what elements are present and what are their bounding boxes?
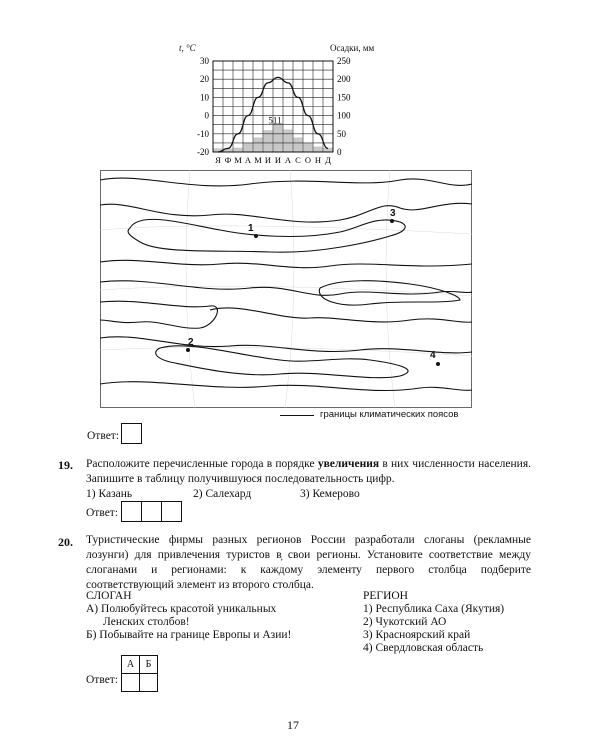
map-legend [280,409,480,421]
climatogram-plot [175,43,385,171]
q19-number: 19. [58,458,73,472]
precipitation-tick-label: 250 [337,56,351,66]
q19-option-1: 1) Казань [86,488,133,500]
precipitation-bar [274,123,283,152]
q19-option-2: 2) Салехард [193,488,252,500]
answer-20-table [121,655,158,692]
precipitation-bar [304,143,313,152]
q20-column2-header: РЕГИОН [363,590,408,602]
precipitation-tick-label: 200 [337,74,351,85]
month-tick-label: Д [325,155,331,165]
q20-region-3: 3) Красноярский край [363,629,471,641]
answer-20-cell-a[interactable] [122,674,140,692]
answer-20-cell-b[interactable] [140,674,158,692]
map-point-4-label: 4 [430,350,436,361]
q19-text-before: Расположите перечисленные города в порядке [86,458,318,470]
month-tick-label: Я [215,155,221,165]
precipitation-tick-label: 50 [337,128,346,139]
month-tick-label: А [284,155,292,165]
map-point-3-label: 3 [390,208,396,219]
answer-20-header-a: А [122,656,140,674]
temperature-axis-label: t, °C [179,43,196,53]
answer-19-cell[interactable] [162,501,182,522]
legend-label: границы климатических поясов [320,409,459,420]
map-outline [100,170,472,408]
answer-20-header-b: Б [140,656,158,674]
temperature-tick-label: 20 [200,74,209,85]
q20-number: 20. [58,535,73,549]
month-tick-label: Н [314,155,322,165]
temperature-tick-label: -20 [197,147,209,157]
answer-19-cell[interactable] [121,501,142,522]
answer-19-cell[interactable] [142,501,162,522]
q20-column1-header: СЛОГАН [86,590,132,602]
q20-region-2: 2) Чукотский АО [363,616,447,628]
answer-19-label: Ответ: [86,507,119,519]
temperature-tick-label: 0 [204,110,209,121]
precipitation-bar [264,130,273,152]
q20-text: Туристические фирмы разных регионов России разработали слоганы (рекламные лозунги) для привлечения туристов в̦ свои регионы. Установите соответствие между слоганами и регионами: к каждому элементу первого столбца подберите соответствующий элемент из второго столбца. [86,534,531,591]
legend-line-icon [280,415,314,416]
q20-region-4: 4) Свердловская область [363,642,484,654]
precipitation-tick-label: 0 [337,147,342,157]
q20-slogan-a-line1: А) Полюбуйтесь красотой уникальных [86,603,277,615]
q19-text-bold: увеличения [317,458,380,470]
q19-text-after: в них численности населения. Запишите в таблицу получившуюся последовательность цифр. [86,458,531,485]
month-tick-label: М [254,155,262,165]
precipitation-bar [314,147,323,152]
month-tick-label: А [244,155,252,165]
temperature-tick-label: 30 [200,56,209,66]
precipitation-bar [244,143,253,152]
q20-slogan-b: Б) Побывайте на границе Европы и Азии! [86,629,292,641]
month-tick-label: С [295,155,301,165]
precipitation-tick-label: 150 [337,92,351,103]
q20-slogan-a-line2: Ленских столбов! [103,616,190,628]
answer-20-label: Ответ: [86,674,119,686]
answer-18-label: Ответ: [87,430,120,442]
precipitation-axis-label: Осадки, мм [330,43,375,53]
precipitation-tick-label: 100 [337,110,351,121]
map-point-1-label: 1 [248,223,254,234]
month-tick-label: И [264,155,272,165]
q19-option-3: 3) Кемерово [300,488,360,500]
month-tick-label: М [234,155,242,165]
q19-text [86,457,531,487]
temperature-tick-label: -10 [197,128,209,139]
climate-map [100,170,472,408]
precipitation-bar [234,148,243,152]
precipitation-bar [254,137,263,152]
climate-chart [175,43,375,171]
month-tick-label: Ф [224,155,232,165]
answer-18-cell[interactable] [121,423,142,444]
month-tick-label: О [304,155,312,165]
page-number: 17 [287,718,299,732]
precipitation-bar [284,129,293,152]
q20-region-1: 1) Республика Саха (Якутия) [363,603,505,615]
map-point-2-label: 2 [188,337,194,348]
month-tick-label: И [274,155,282,165]
precipitation-bar [294,137,303,152]
annual-precipitation-label: 511 [268,115,282,126]
answer-19-cells [121,501,182,522]
temperature-tick-label: 10 [200,92,209,103]
